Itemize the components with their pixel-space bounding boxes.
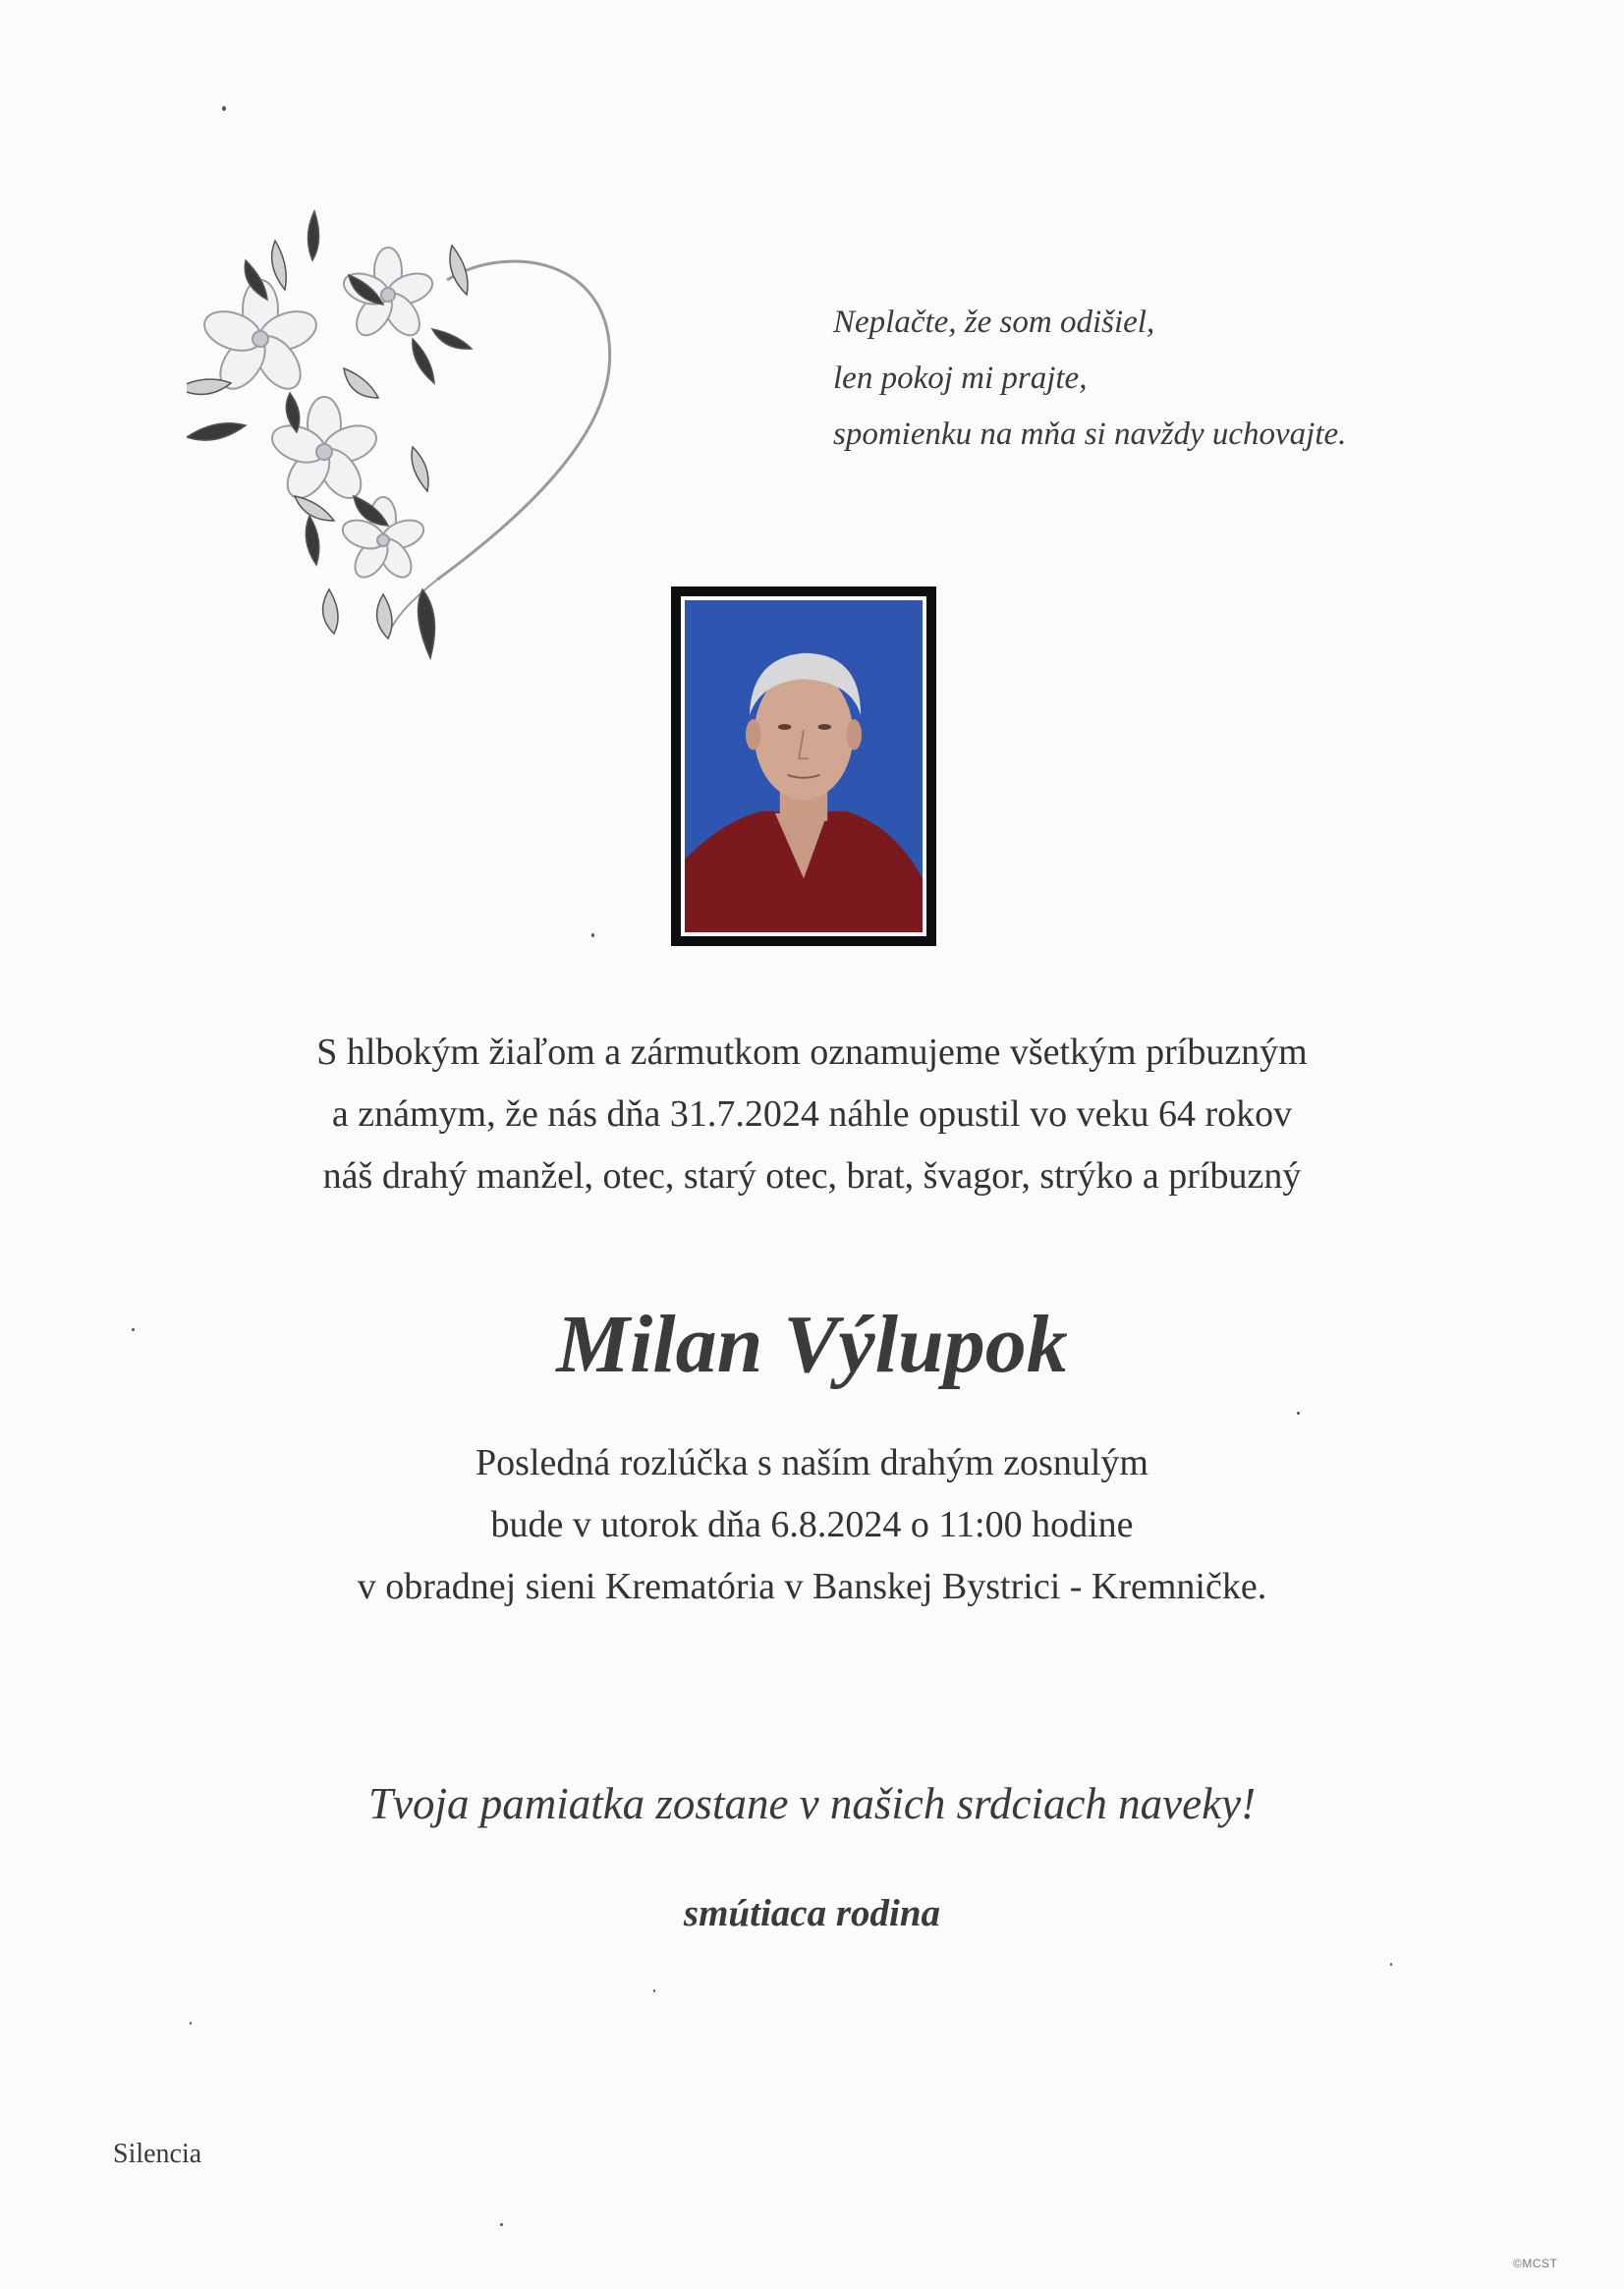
scan-speck xyxy=(190,2022,192,2025)
funeral-line: v obradnej sieni Krematória v Banskej Bystrici - Kremničke. xyxy=(357,1566,1267,1607)
scan-speck xyxy=(653,1989,655,1992)
floral-heart-icon xyxy=(187,201,639,663)
funeral-details xyxy=(0,1432,1624,1618)
portrait-mat xyxy=(681,596,926,936)
poem-line: Neplačte, že som odišiel, xyxy=(833,305,1155,340)
funeral-line: bude v utorok dňa 6.8.2024 o 11:00 hodine xyxy=(490,1504,1134,1545)
poem-line: spomienku na mňa si navždy uchovajte. xyxy=(833,417,1347,452)
death-announcement xyxy=(0,1022,1624,1207)
portrait-photo xyxy=(685,600,923,932)
scan-speck xyxy=(1390,1963,1392,1966)
portrait-frame xyxy=(671,586,936,946)
scan-speck xyxy=(132,1328,135,1331)
announcement-line: S hlbokým žiaľom a zármutkom oznamujeme všetkým príbuzným xyxy=(316,1032,1308,1073)
announcement-line: a známym, že nás dňa 31.7.2024 náhle opustil vo veku 64 rokov xyxy=(331,1093,1293,1135)
scan-speck xyxy=(222,106,226,111)
poem xyxy=(833,295,1346,463)
family-signature: smútiaca rodina xyxy=(683,1892,941,1934)
scan-speck xyxy=(500,2223,503,2226)
scan-speck xyxy=(1297,1412,1300,1415)
deceased-name: Milan Výlupok xyxy=(556,1299,1068,1390)
funeral-company: Silencia xyxy=(113,2139,202,2169)
copyright-mark: ©MCST xyxy=(1513,2257,1558,2270)
memorial-quote: Tvoja pamiatka zostane v našich srdciach naveky! xyxy=(367,1779,1257,1828)
funeral-line: Posledná rozlúčka s naším drahým zosnulým xyxy=(476,1442,1148,1483)
scan-speck xyxy=(591,933,594,937)
announcement-line: náš drahý manžel, otec, starý otec, brat, švagor, strýko a príbuzný xyxy=(322,1155,1302,1197)
poem-line: len pokoj mi prajte, xyxy=(833,361,1088,396)
